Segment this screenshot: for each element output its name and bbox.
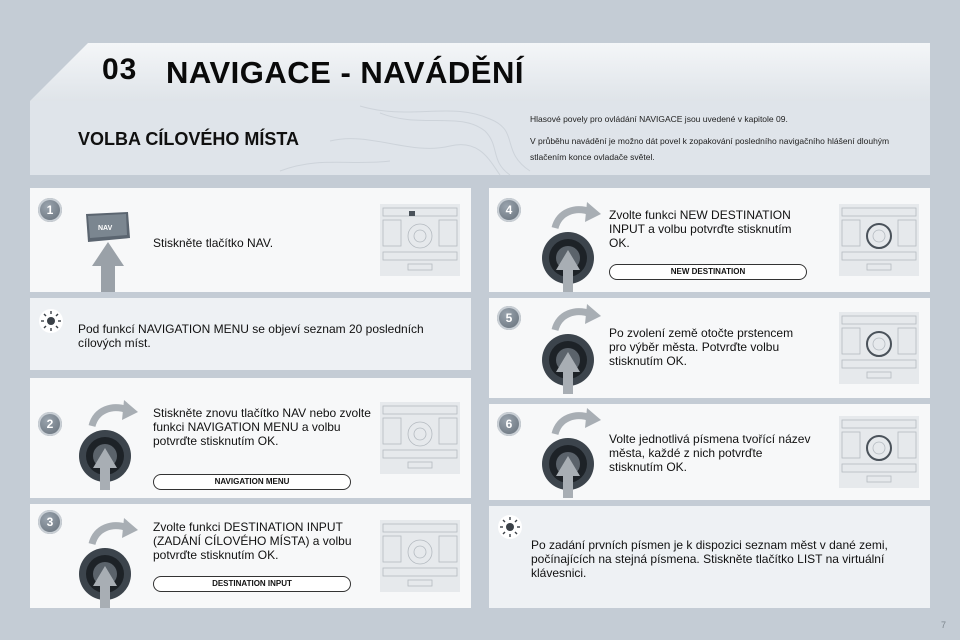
tip-2-card — [489, 506, 930, 608]
intro-text — [530, 111, 910, 171]
step-1-card — [30, 188, 471, 292]
step-5-card — [489, 298, 930, 398]
radio-panel-image — [380, 402, 460, 474]
radio-panel-image — [839, 204, 919, 276]
step-5-text: Po zvolení země otočte prstencem pro výběr města. Potvrďte volbu stisknutím OK. — [609, 326, 794, 368]
rotary-knob-icon — [72, 516, 142, 610]
step-3-text: Zvolte funkci DESTINATION INPUT (ZADÁNÍ CÍLOVÉHO MÍSTA) a volbu potvrďte stisknutím OK. — [153, 520, 352, 562]
step-3-badge: 3 — [38, 510, 62, 534]
step-4-badge: 4 — [497, 198, 521, 222]
nav-button-press-icon — [78, 208, 138, 294]
step-6-card — [489, 404, 930, 500]
radio-panel-image — [380, 204, 460, 276]
rotary-knob-icon — [72, 398, 142, 492]
step-4-text: Zvolte funkci NEW DESTINATION INPUT a volbu potvrďte stisknutím OK. — [609, 208, 792, 250]
step-6-badge: 6 — [497, 412, 521, 436]
section-title: VOLBA CÍLOVÉHO MÍSTA — [78, 129, 300, 149]
radio-panel-image — [839, 312, 919, 384]
radio-panel-image — [839, 416, 919, 488]
lightbulb-icon — [497, 514, 523, 540]
step-3-card — [30, 504, 471, 608]
step-2-text: Stiskněte znovu tlačítko NAV nebo zvolte funkci NAVIGATION MENU a volbu potvrďte stisknutím OK. — [153, 406, 371, 448]
navigation-menu-label: NAVIGATION MENU — [153, 474, 351, 490]
step-1-text: Stiskněte tlačítko NAV. — [153, 236, 274, 250]
rotary-knob-icon — [535, 302, 605, 396]
tip-2-text: Po zadání prvních písmen je k dispozici seznam měst v dané zemi, počínajících na stejná písmena. Stiskněte tlačítko LIST na virtuální klávesnici. — [531, 538, 888, 580]
step-5-badge: 5 — [497, 306, 521, 330]
rotary-knob-icon — [535, 406, 605, 500]
step-6-text: Volte jednotlivá písmena tvořící název města, každé z nich potvrďte stisknutím OK. — [609, 432, 811, 474]
step-1-badge: 1 — [38, 198, 62, 222]
destination-input-label: DESTINATION INPUT — [153, 576, 351, 592]
rotary-knob-icon — [535, 200, 605, 294]
page-header — [30, 43, 930, 101]
new-destination-label: NEW DESTINATION — [609, 264, 807, 280]
step-2-badge: 2 — [38, 412, 62, 436]
page-title: NAVIGACE - NAVÁDĚNÍ — [166, 55, 524, 90]
lightbulb-icon — [38, 308, 64, 334]
nav-key-label: NAV — [98, 225, 113, 232]
step-4-card — [489, 188, 930, 292]
radio-panel-image — [380, 520, 460, 592]
chapter-number: 03 — [102, 53, 138, 86]
section-band — [30, 101, 930, 175]
page-number: 7 — [940, 620, 946, 630]
intro-paragraph: V průběhu navádění je možno dát povel k zopakování posledního navigačního hlášení dlouhým stlačením konce ovladače světel. — [530, 136, 890, 162]
step-2-card — [30, 378, 471, 498]
tip-1-card — [30, 298, 471, 370]
intro-paragraph: Hlasové povely pro ovládání NAVIGACE jsou uvedené v kapitole 09. — [530, 114, 788, 124]
tip-1-text: Pod funkcí NAVIGATION MENU se objeví seznam 20 posledních cílových míst. — [78, 322, 424, 350]
